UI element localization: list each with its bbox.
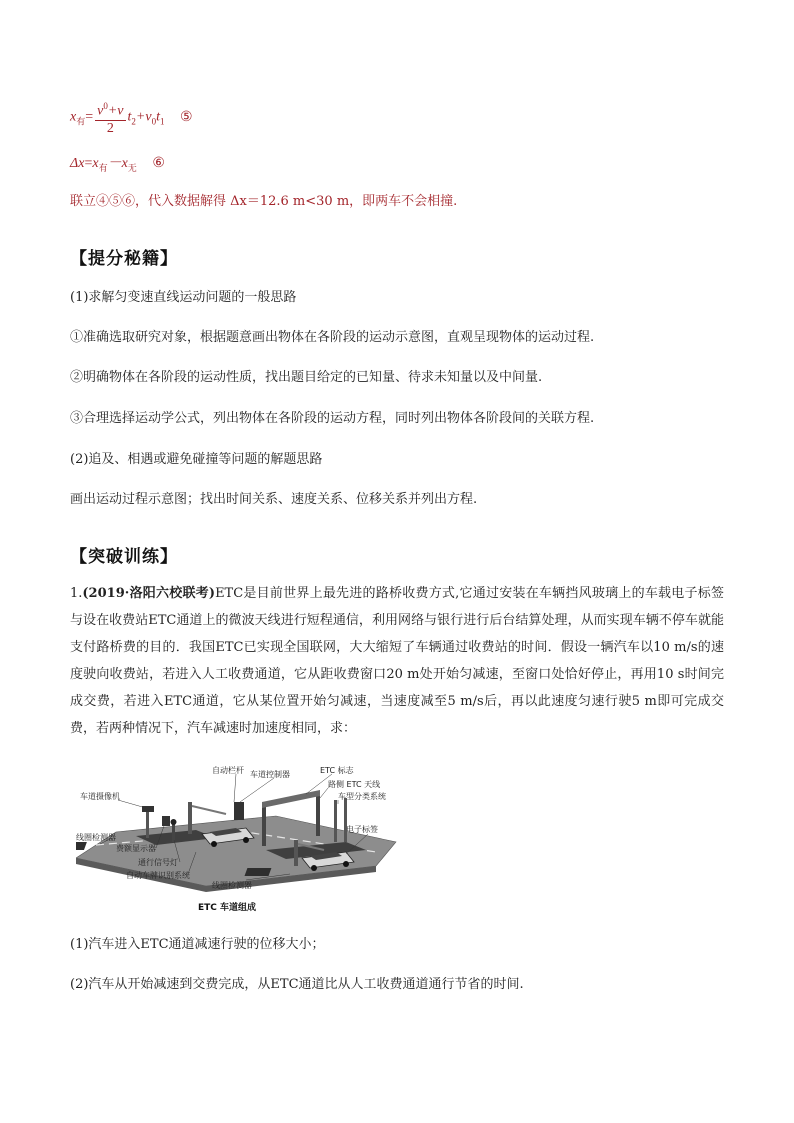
sub-question-2: (2)汽车从开始减速到交费完成，从ETC通道比从人工收费通道通行节省的时间. [70, 977, 524, 992]
tips-paragraph-3: ②明确物体在各阶段的运动性质，找出题目给定的已知量、待求未知量以及中间量. [70, 370, 543, 385]
label-plate-recognition: 自动车牌识别系统 [126, 871, 190, 880]
label-roadside-antenna: 路侧 ETC 天线 [328, 780, 381, 789]
lane-controller-box [234, 802, 244, 820]
question-source: (2019·洛阳六校联考) [82, 586, 216, 601]
label-fee-display: 费额显示器 [116, 844, 156, 853]
classifier-pole-1 [334, 800, 337, 842]
gantry-post-left [262, 802, 266, 846]
etc-lane-diagram [76, 762, 416, 917]
label-signal-light: 通行信号灯 [138, 858, 178, 867]
tips-paragraph-5: (2)追及、相遇或避免碰撞等问题的解题思路 [70, 452, 323, 467]
section-title-training: 【突破训练】 [70, 547, 178, 567]
fee-display-box [162, 816, 170, 826]
section-title-tips: 【提分秘籍】 [70, 249, 178, 269]
equation-tag-6: ⑥ [152, 156, 165, 171]
label-vehicle-classifier: 车型分类系统 [338, 792, 386, 801]
tips-paragraph-2: ①准确选取研究对象，根据题意画出物体在各阶段的运动示意图，直观呈现物体的运动过程. [70, 330, 595, 345]
question-text: ETC是目前世界上最先进的路桥收费方式,它通过安装在车辆挡风玻璃上的车载电子标签与设在收费站ETC通道上的微波天线进行短程通信，利用网络与银行进行后台结算处理，从而实现车辆不停车就能支付路桥费的目的．我国ETC已实现全国联网，大大缩短了车辆通过收费站的时间．假设一辆汽车以10 m/s的速度驶向收费站，若进入人工收费通道，它从距收费窗口20 m处开始匀减速，至窗口处恰好停止，再用10 s时间完成交费，若进入ETC通道，它从某位置开始匀减速，当速度减至5 m/s后，再以此速度匀速行驶5 m即可完成交费，若两种情况下，汽车减速时加速度相同，求： [70, 586, 724, 736]
tips-paragraph-1: (1)求解匀变速直线运动问题的一般思路 [70, 290, 297, 305]
label-auto-barrier: 自动栏杆 [212, 766, 244, 775]
label-electronic-tag: 电子标签 [346, 825, 378, 834]
tips-paragraph-4: ③合理选择运动学公式，列出物体在各阶段的运动方程，同时列出物体各阶段间的关联方程. [70, 411, 595, 426]
conclusion-text: 联立④⑤⑥，代入数据解得 Δx＝12.6 m<30 m，即两车不会相撞. [70, 194, 458, 209]
loop-detector-bottom-shape [245, 868, 272, 876]
figure-caption: ETC 车道组成 [198, 903, 257, 913]
camera-pole [146, 810, 149, 838]
label-etc-sign: ETC 标志 [320, 766, 354, 775]
fraction: $\frac{v^0+v}{2}$ [95, 98, 125, 137]
classifier-pole-2 [344, 798, 347, 842]
camera-head [142, 806, 154, 812]
equation-5: $x_有=$ $\frac{v^0+v}{2}$ $t_2+v_0t_1$ ⑤ [70, 98, 193, 137]
barrier-post-right [294, 840, 298, 866]
equation-tag-5: ⑤ [179, 109, 193, 125]
gantry-post-right [316, 792, 320, 836]
etc-lane-figure [76, 762, 416, 917]
label-loop-detector-bottom: 线圈检测器 [212, 881, 252, 890]
equation-6: $\Delta x=x_有-x_无$ ⑥ [70, 156, 165, 173]
signal-light [171, 819, 177, 825]
sub-question-1: (1)汽车进入ETC通道减速行驶的位移大小； [70, 937, 325, 952]
question-1 [70, 580, 724, 742]
barrier-post [188, 802, 192, 834]
barrier-arm [192, 806, 226, 814]
loop-detector-left-shape [76, 842, 87, 850]
question-number: 1. [70, 586, 83, 601]
gantry-beam [262, 790, 320, 808]
label-lane-camera: 车道摄像机 [80, 792, 120, 801]
signal-light-pole [172, 824, 175, 842]
label-lane-controller: 车道控制器 [250, 770, 290, 779]
label-loop-detector-left: 线圈检测器 [76, 833, 116, 842]
tips-paragraph-6: 画出运动过程示意图；找出时间关系、速度关系、位移关系并列出方程. [70, 492, 478, 507]
